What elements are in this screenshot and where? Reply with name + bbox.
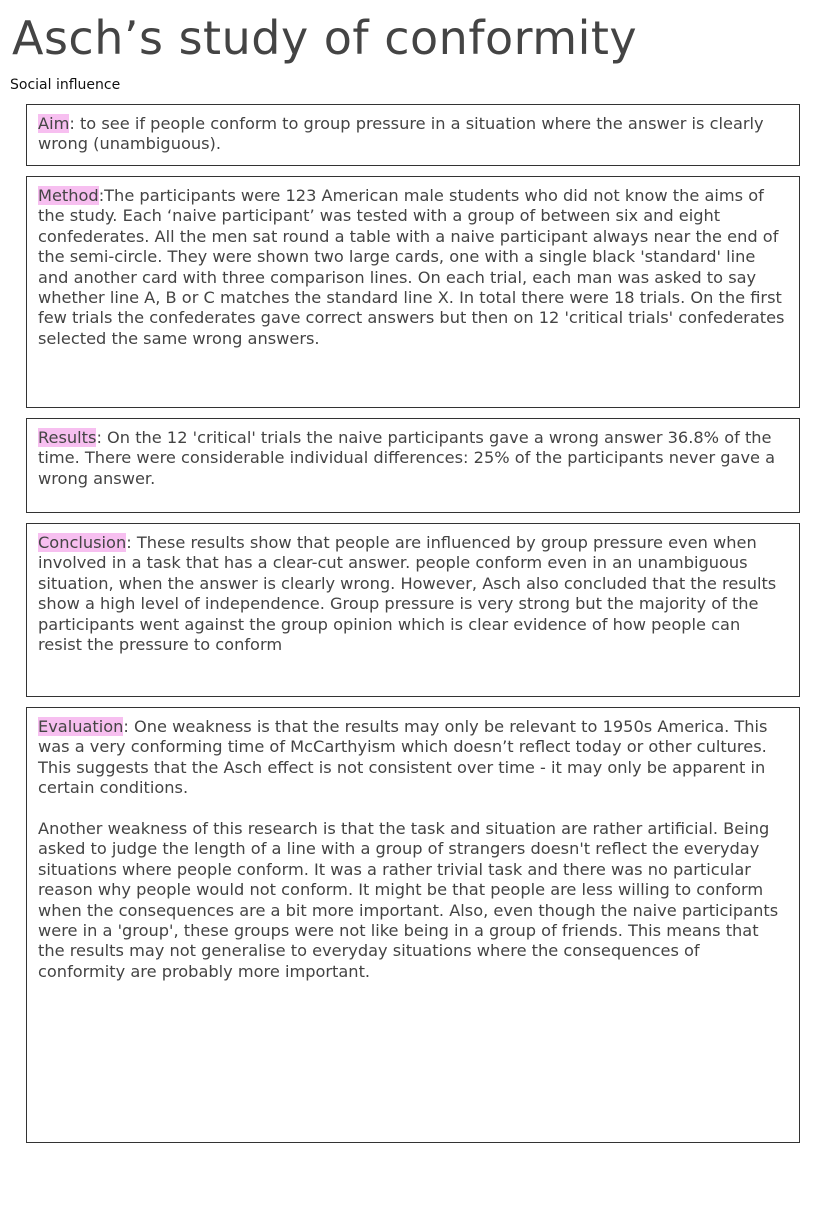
page-title: Asch’s study of conformity	[12, 11, 638, 65]
method-box	[26, 176, 800, 408]
method-paragraph	[38, 186, 789, 349]
results-paragraph	[38, 428, 789, 489]
aim-paragraph	[38, 114, 789, 155]
evaluation-box	[26, 707, 800, 1143]
results-text: : On the 12 'critical' trials the naive participants gave a wrong answer 36.8% of the time. There were considerable individual differences: 25% of the participants never gave a wrong answer.	[38, 428, 781, 488]
aim-text: : to see if people conform to group pressure in a situation where the answer is clearly wrong (unambiguous).	[38, 114, 769, 154]
evaluation-label: Evaluation	[38, 717, 124, 736]
aim-label: Aim	[38, 114, 70, 133]
results-label: Results	[38, 428, 97, 447]
conclusion-text: : These results show that people are influenced by group pressure even when involved in a task that has a clear-cut answer. people conform even in an unambiguous situation, when the answer is clearly wrong. However, Asch also concluded that the results show a high level of independence. Group pressure is very strong but the majority of the participants went against the group opinion which is clear evidence of how people can resist the pressure to conform	[38, 533, 782, 655]
page-subtitle: Social influence	[10, 77, 121, 93]
evaluation-paragraph-2: Another weakness of this research is that the task and situation are rather artificial. Being asked to judge the length of a line with a group of strangers doesn't reflect the everyday situations where people conform. It was a rather trivial task and there was no particular reason why people would not conform. It might be that people are less willing to conform when the consequences are a bit more important. Also, even though the naive participants were in a 'group', these groups were not like being in a group of friends. This means that the results may not generalise to everyday situations where the consequences of conformity are probably more important.	[38, 819, 784, 981]
method-label: Method	[38, 186, 99, 205]
conclusion-paragraph	[38, 533, 789, 655]
method-text: :The participants were 123 American male students who did not know the aims of the study. Each ‘naive participant’ was tested with a group of between six and eight confederates. All the men sat round a table with a naive participant always near the end of the semi-circle. They were shown two large cards, one with a single black 'standard' line and another card with three comparison lines. On each trial, each man was asked to say whether line A, B or C matches the standard line X. In total there were 18 trials. On the first few trials the confederates gave correct answers but then on 12 'critical trials' confederates selected the same wrong answers.	[38, 186, 790, 348]
aim-box	[26, 104, 800, 166]
conclusion-label: Conclusion	[38, 533, 127, 552]
evaluation-text: : One weakness is that the results may only be relevant to 1950s America. This was a very conforming time of McCarthyism which doesn’t reflect today or other cultures. This suggests that the Asch effect is not consistent over time - it may only be apparent in certain conditions.	[38, 717, 773, 798]
evaluation-paragraph-1	[38, 717, 789, 799]
results-box	[26, 418, 800, 513]
conclusion-box	[26, 523, 800, 697]
